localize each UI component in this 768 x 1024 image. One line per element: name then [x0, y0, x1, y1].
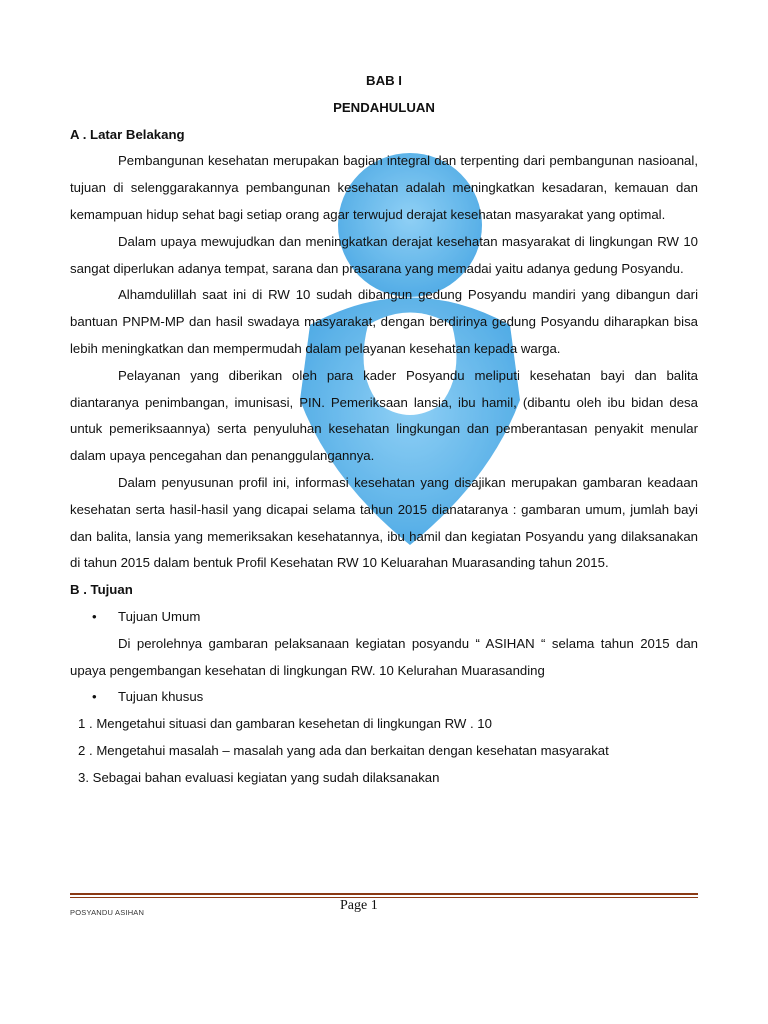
bullet-label: Tujuan Umum: [118, 608, 201, 624]
bullet-item-specific: [70, 684, 698, 711]
paragraph: Di perolehnya gambaran pelaksanaan kegiatan posyandu “ ASIHAN “ selama tahun 2015 dan upaya pengembangan kesehatan di lingkungan RW. 10 Kelurahan Muarasanding: [70, 635, 698, 678]
footer-org-name: POSYANDU ASIHAN: [70, 908, 145, 917]
paragraph: Pembangunan kesehatan merupakan bagian integral dan terpenting dari pembangunan nasioanal, tujuan di selenggarakannya pembangunan kesehatan adalah meningkatkan kesadaran, kemauan dan kemampuan hidup sehat bagi setiap orang agar terwujud derajat kesehatan masyarakat yang optimal.: [70, 153, 698, 222]
list-item: 2 . Mengetahui masalah – masalah yang ada dan berkaitan dengan kesehatan masyarakat: [78, 742, 609, 758]
bullet-item-general: [70, 604, 698, 631]
section-b-heading: B . Tujuan: [70, 582, 133, 598]
list-item: 3. Sebagai bahan evaluasi kegiatan yang sudah dilaksanakan: [78, 769, 440, 785]
bullet-icon: •: [92, 608, 97, 624]
page-number: Page 1: [340, 898, 378, 913]
paragraph: Dalam upaya mewujudkan dan meningkatkan derajat kesehatan masyarakat di lingkungan RW 10 sangat diperlukan adanya tempat, sarana dan prasarana yang memadai yaitu adanya gedung Posyandu.: [70, 233, 698, 276]
footer-divider: [70, 893, 698, 900]
document-body: [70, 68, 698, 792]
list-item: 1 . Mengetahui situasi dan gambaran kesehetan di lingkungan RW . 10: [78, 716, 492, 732]
bullet-icon: •: [92, 689, 97, 705]
paragraph: Dalam penyusunan profil ini, informasi kesehatan yang disajikan merupakan gambaran keadaan kesehatan serta hasil-hasil yang dicapai selama tahun 2015 dianataranya : gambaran umum, jumlah bayi dan balita, lansia yang memeriksakan kesehatannya, ibu hamil dan kegiatan Posyandu yang dilaksanakan di tahun 2015 dalam bentuk Profil Kesehatan RW 10 Keluarahan Muarasanding tahun 2015.: [70, 474, 698, 571]
section-a-heading: A . Latar Belakang: [70, 126, 185, 142]
paragraph: Pelayanan yang diberikan oleh para kader Posyandu meliputi kesehatan bayi dan balita diantaranya penimbangan, imunisasi, PIN. Pemeriksaan lansia, ibu hamil, (dibantu oleh ibu bidan desa untuk pemeriksaannya) serta penyuluhan kesehatan lingkungan dan pemberantasan penyakit menular dalam upaya pencegahan dan penanggulangannya.: [70, 367, 698, 464]
paragraph: Alhamdulillah saat ini di RW 10 sudah dibangun gedung Posyandu mandiri yang dibangun dari bantuan PNPM-MP dan hasil swadaya masyarakat, dengan berdirinya gedung Posyandu diharapkan bisa lebih meningkatkan dan mempermudah dalam pelayanan kesehatan kepada warga.: [70, 287, 698, 356]
chapter-title: PENDAHULUAN: [333, 99, 435, 115]
bullet-label: Tujuan khusus: [118, 689, 204, 705]
chapter-number: BAB I: [366, 73, 402, 88]
